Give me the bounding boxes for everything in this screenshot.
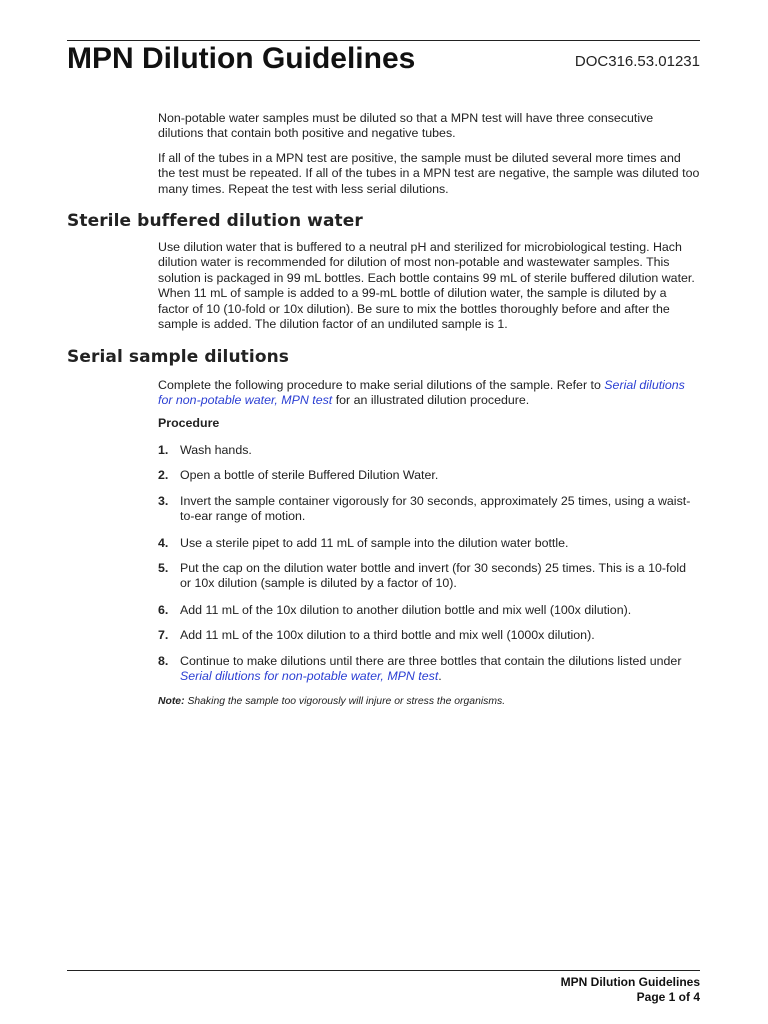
step-text: Wash hands. xyxy=(180,443,252,457)
step-text: Add 11 mL of the 10x dilution to another dilution bottle and mix well (100x dilution). xyxy=(180,603,632,617)
section-heading-dilution-water: Sterile buffered dilution water xyxy=(67,211,363,231)
procedure-label: Procedure xyxy=(158,416,220,430)
intro-text-after: for an illustrated dilution procedure. xyxy=(332,393,530,408)
step-number: 1. xyxy=(158,443,169,457)
step-text: Add 11 mL of the 100x dilution to a third bottle and mix well (1000x dilution). xyxy=(180,628,595,642)
step-text: Open a bottle of sterile Buffered Dilution Water. xyxy=(180,468,439,482)
dilution-water-paragraph: Use dilution water that is buffered to a neutral pH and sterilized for microbiological testing. Hach dilution water is recommended for dilution of most non-potable and wastewater samples. This solution is packaged in 99 mL bottles. Each bottle contains 99 mL of sterile buffered dilution water. When 11 mL of sample is added to a 99-mL bottle of dilution water, the sample is diluted by a factor of 10 (10-fold or 10x dilution). Be sure to mix the bottles thoroughly before and after the sample is added. The dilution factor of an undiluted sample is 1. xyxy=(158,240,695,332)
procedure-step xyxy=(158,628,700,643)
step-number: 5. xyxy=(158,561,169,575)
note-text: Shaking the sample too vigorously will injure or stress the organisms. xyxy=(184,696,506,707)
serial-dilutions-intro xyxy=(158,378,700,409)
serial-dilutions-step-link[interactable]: Serial dilutions for non-potable water, MPN test xyxy=(180,669,439,684)
step-number: 2. xyxy=(158,468,169,482)
step-number: 6. xyxy=(158,603,169,617)
procedure-step xyxy=(158,443,700,458)
procedure-step xyxy=(158,494,700,525)
section-heading-serial-dilutions: Serial sample dilutions xyxy=(67,347,290,367)
note xyxy=(158,696,505,707)
step-number: 4. xyxy=(158,536,169,550)
intro-paragraph-1: Non-potable water samples must be diluted so that a MPN test will have three consecutive dilutions that contain both positive and negative tubes. xyxy=(158,111,654,141)
step-text xyxy=(180,654,700,685)
step-text: Put the cap on the dilution water bottle and invert (for 30 seconds) 25 times. This is a 10-fold or 10x dilution (sample is diluted by a factor of 10). xyxy=(180,561,687,591)
page-title: MPN Dilution Guidelines xyxy=(67,42,416,75)
procedure-step xyxy=(158,536,700,551)
step-number: 7. xyxy=(158,628,169,642)
footer-title: MPN Dilution Guidelines xyxy=(560,975,700,989)
step-number: 3. xyxy=(158,494,169,508)
procedure-step xyxy=(158,654,700,685)
step-number: 8. xyxy=(158,654,169,668)
serial-dilutions-link[interactable]: Serial dilutions for non-potable water, MPN test xyxy=(158,378,685,408)
intro-paragraph-2: If all of the tubes in a MPN test are positive, the sample must be diluted several more times and the test must be repeated. If all of the tubes in a MPN test are negative, the sample was diluted too many times. Repeat the test with less serial dilutions. xyxy=(158,151,700,196)
page-number: Page 1 of 4 xyxy=(636,990,700,1004)
step-text: Invert the sample container vigorously for 30 seconds, approximately 25 times, using a waist-to-ear range of motion. xyxy=(180,494,691,524)
step-text: Use a sterile pipet to add 11 mL of sample into the dilution water bottle. xyxy=(180,536,569,550)
procedure-step xyxy=(158,561,700,592)
note-label: Note: xyxy=(158,696,185,707)
step-text-after-link: . xyxy=(438,669,442,684)
procedure-step xyxy=(158,468,700,483)
document-id: DOC316.53.01231 xyxy=(574,53,700,70)
step-text-before-link: Continue to make dilutions until there are three bottles that contain the dilutions listed under xyxy=(180,654,682,668)
footer-rule xyxy=(67,970,700,971)
footer xyxy=(561,975,700,1005)
intro-text-before: Complete the following procedure to make serial dilutions of the sample. Refer to xyxy=(158,378,605,392)
procedure-step xyxy=(158,603,700,618)
